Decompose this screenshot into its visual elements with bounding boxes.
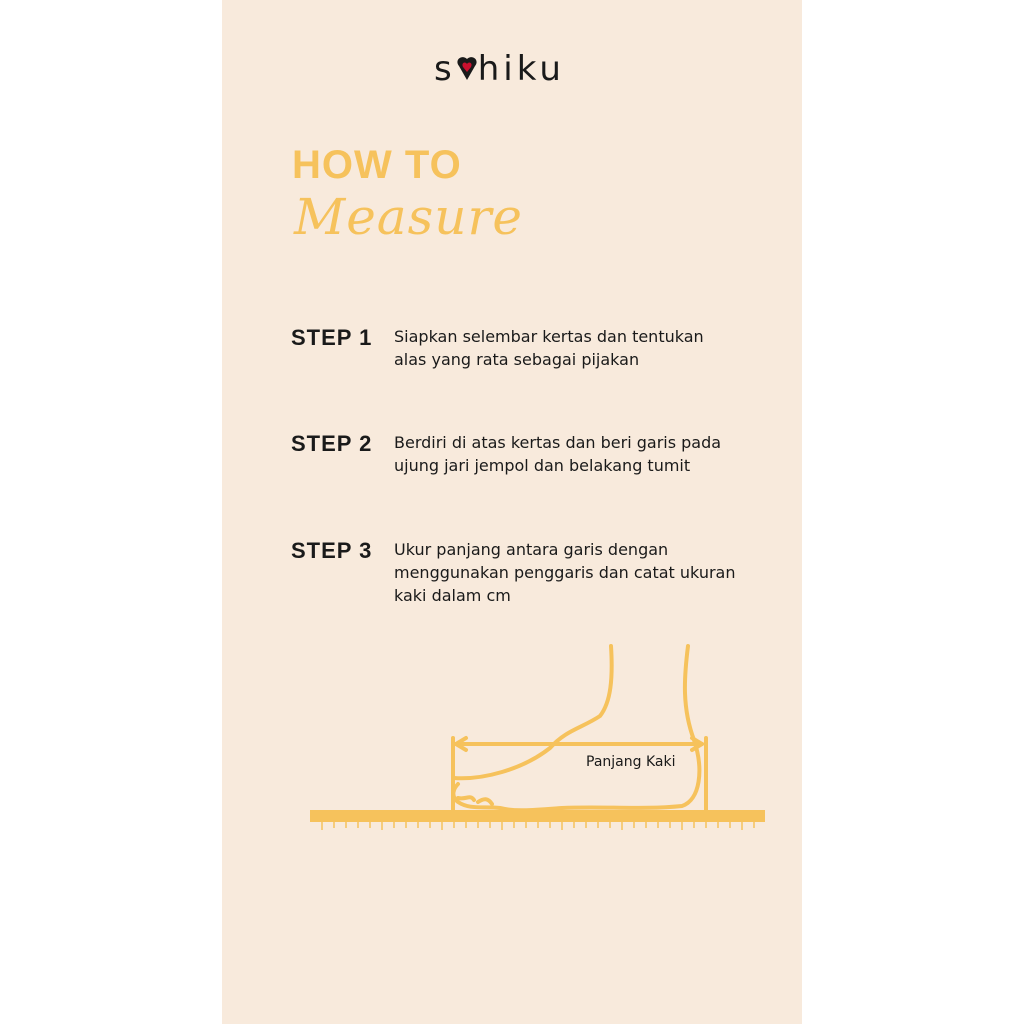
logo-text-right: hiku	[477, 49, 565, 89]
logo-text-left: s	[434, 49, 456, 89]
step-description	[394, 325, 754, 371]
step-text-line: ujung jari jempol dan belakang tumit	[394, 456, 691, 475]
step-text-line: alas yang rata sebagai pijakan	[394, 350, 640, 369]
brand-logo	[434, 46, 594, 92]
title-how-to: HOW TO	[292, 143, 462, 187]
step-description	[394, 431, 754, 477]
step-label: STEP 3	[291, 538, 373, 563]
title-measure: Measure	[294, 188, 523, 246]
step-text-line: Berdiri di atas kertas dan beri garis pada	[394, 433, 722, 452]
step-label: STEP 2	[291, 431, 373, 456]
step-description	[394, 538, 754, 607]
step-text-line: menggunakan penggaris dan catat ukuran	[394, 563, 736, 582]
foot-measure-diagram	[222, 630, 802, 850]
step-text-line: kaki dalam cm	[394, 586, 511, 605]
step-text-line: Ukur panjang antara garis dengan	[394, 540, 669, 559]
step-label: STEP 1	[291, 325, 373, 350]
step-text-line: Siapkan selembar kertas dan tentukan	[394, 327, 704, 346]
measure-label: Panjang Kaki	[586, 754, 676, 770]
foot-measure-illustration-icon	[222, 630, 802, 850]
info-panel	[222, 0, 802, 1024]
logo-heart-a-icon	[456, 52, 478, 82]
